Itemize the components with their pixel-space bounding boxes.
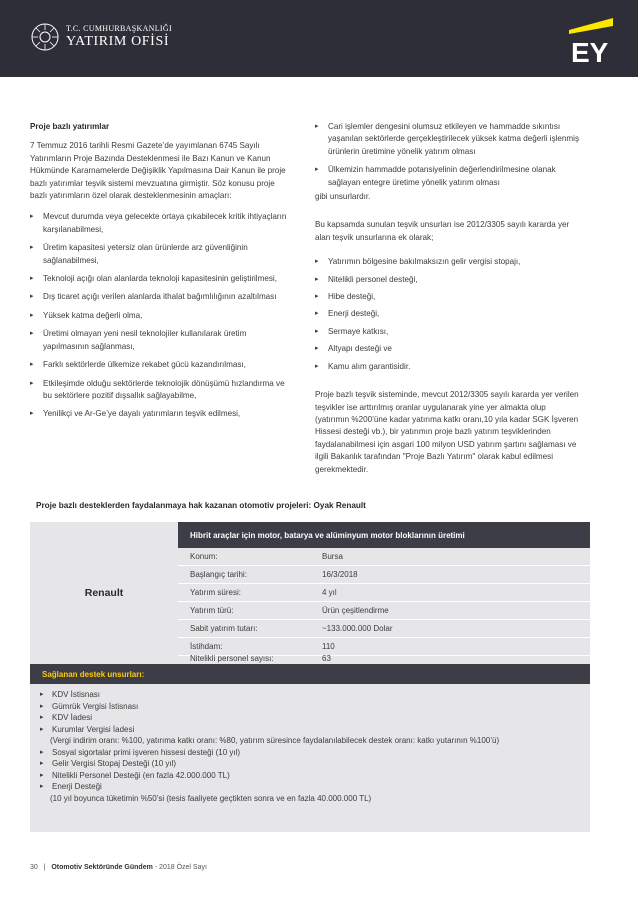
- page-footer: [30, 864, 207, 871]
- incentives-list: [315, 256, 581, 373]
- intro-paragraph: 7 Temmuz 2016 tarihli Resmi Gazete’de yayımlanan 6745 Sayılı Yatırımların Proje Bazında Desteklenmesi ile Bazı Kanun ve Kanun Hükmünde Kararnamelerde Değişiklik Yapılmasına Dair Kanun ile proje bazlı yatırımlar teşvik sistemi mevzuatına girmiştir. Söz konusu proje bazlı yatırımların özel olarak desteklenmesinin amaçları:: [30, 141, 286, 201]
- table-row: [178, 584, 590, 602]
- row-value: ~133.000.000 Dolar: [322, 624, 393, 633]
- row-label: Yatırım süresi:: [190, 588, 241, 597]
- list-item: ▸ Gelir Vergisi Stopaj Desteği (10 yıl): [40, 758, 585, 770]
- list-item: ▸ Kurumlar Vergisi İadesi: [40, 724, 585, 736]
- footer-separator: |: [39, 864, 50, 871]
- row-value: Bursa: [322, 552, 343, 561]
- list-item: ▸ Sosyal sigortalar primi işveren hissesi desteği (10 yıl): [40, 747, 585, 759]
- section-heading: Proje bazlı yatırımlar: [30, 122, 110, 131]
- row-value: 4 yıl: [322, 588, 337, 597]
- svg-text:EY: EY: [571, 37, 609, 68]
- incentives-paragraph: Bu kapsamda sunulan teşvik unsurları ise 2012/3305 sayılı kararda yer alan teşvik unsurlarına ek olarak;: [315, 220, 570, 242]
- list-item: ▸ Ülkemizin hammadde potansiyelinin değerlendirilmesine olanak sağlayan entegre üretime yönelik yatırım olması: [315, 164, 581, 189]
- list-item: ▸ Yatırımın bölgesine bakılmaksızın gelir vergisi stopajı,: [315, 256, 581, 268]
- list-item: ▸ KDV İadesi: [40, 712, 585, 724]
- list-item: ▸ Yüksek katma değerli olma,: [30, 310, 288, 322]
- publication-edition: - 2018 Özel Sayı: [154, 864, 207, 871]
- list-item: ▸ Mevcut durumda veya gelecekte ortaya çıkabilecek kritik ihtiyaçların karşılanabilmesi,: [30, 211, 288, 236]
- presidential-seal-icon: [30, 22, 60, 52]
- support-list: [40, 689, 585, 804]
- list-item: ▸ Nitelikli Personel Desteği (en fazla 42.000.000 TL): [40, 770, 585, 782]
- list-item: ▸ Enerji Desteği: [40, 781, 585, 793]
- table-row: [178, 602, 590, 620]
- row-label: İstihdam:: [190, 642, 223, 651]
- row-value: 63: [322, 653, 331, 663]
- row-label: Başlangıç tarihi:: [190, 570, 247, 579]
- list-item: ▸ Hibe desteği,: [315, 291, 581, 303]
- list-item: ▸ Yenilikçi ve Ar-Ge’ye dayalı yatırımların teşvik edilmesi,: [30, 408, 288, 420]
- list-item: ▸ Sermaye katkısı,: [315, 326, 581, 338]
- brand-cell: Renault: [84, 587, 124, 599]
- row-value: Ürün çeşitlendirme: [322, 606, 389, 615]
- list-item: ▸ Kamu alım garantisidir.: [315, 361, 581, 373]
- row-label: Konum:: [190, 552, 218, 561]
- list-tail: gibi unsurlardır.: [315, 192, 371, 202]
- table-row: [178, 548, 590, 566]
- page-header: [0, 0, 638, 77]
- table-row: [178, 620, 590, 638]
- list-item: ▸ Üretim kapasitesi yetersiz olan ürünlerde arz güvenliğinin sağlanabilmesi,: [30, 242, 288, 267]
- list-item: ▸ Farklı sektörlerde ülkemize rekabet gücü kazandırılması,: [30, 359, 288, 371]
- list-item: ▸ Üretimi olmayan yeni nesil teknolojiler kullanılarak üretim yapılmasının sağlanması,: [30, 328, 288, 353]
- project-title: Hibrit araçlar için motor, batarya ve alüminyum motor bloklarının üretimi: [178, 522, 590, 548]
- row-label: Yatırım türü:: [190, 606, 234, 615]
- row-label: Nitelikli personel sayısı:: [190, 653, 274, 663]
- row-value: 110: [322, 642, 335, 651]
- ey-logo: [563, 12, 619, 68]
- yatirim-ofisi-logo: [30, 22, 172, 52]
- list-item: ▸ Enerji desteği,: [315, 308, 581, 320]
- list-item: ▸ KDV İstisnası: [40, 689, 585, 701]
- aims-list-continued: [315, 121, 581, 189]
- table-row: [178, 566, 590, 584]
- project-system-paragraph: Proje bazlı teşvik sisteminde, mevcut 2012/3305 sayılı kararda yer verilen teşvikler ise arttırılmış oranlar uygulanarak yine yer almakta olup (yatırımın %200’üne kadar yatırıma katkı oranı,10 yıla kadar SGK İşveren Hissesi desteği vb.), bir yatırımın proje bazlı yatırım teşviklerinden faydalanabilmesi için asgari 100 milyon USD yatırım şartını sağlaması ve ilgili Bakanlık tarafından "Proje Bazlı Yatırım" olarak kabul edilmesi gerekmektedir.: [315, 390, 579, 474]
- page-number: 30: [30, 864, 38, 871]
- right-column: [315, 121, 581, 485]
- list-item: ▸ Etkileşimde olduğu sektörlerde teknolojik dönüşümü hızlandırma ve bu sektörlere pozitif dışsallık sağlayabilme,: [30, 378, 288, 403]
- list-item-note: (10 yıl boyunca tüketimin %50’si (tesis faaliyete geçtikten sonra ve en fazla 40.000.000 TL): [50, 793, 372, 803]
- publication-title: Otomotiv Sektöründe Gündem: [51, 864, 153, 871]
- row-value: 16/3/2018: [322, 570, 358, 579]
- support-header: Sağlanan destek unsurları:: [30, 664, 590, 684]
- list-item: ▸ Dış ticaret açığı verilen alanlarda ithalat bağımlılığının azaltılması: [30, 291, 288, 303]
- list-item: ▸ Teknoloji açığı olan alanlarda teknoloji kapasitesinin geliştirilmesi,: [30, 273, 288, 285]
- table-title: Proje bazlı desteklerden faydalanmaya hak kazanan otomotiv projeleri: Oyak Renault: [36, 501, 366, 510]
- list-item: ▸ Altyapı desteği ve: [315, 343, 581, 355]
- list-item-note: (Vergi indirim oranı: %100, yatırıma katkı oranı: %80, yatırım süresince faydalanılabilecek destek oranı: katkı yutarının %100’ü): [50, 736, 500, 745]
- row-label: Sabit yatırım tutarı:: [190, 624, 258, 633]
- aims-list: [30, 211, 288, 420]
- list-item: ▸ Gümrük Vergisi İstisnası: [40, 701, 585, 713]
- logo-subtitle: T.C. CUMHURBAŞKANLIĞI: [66, 24, 172, 33]
- project-table: [30, 522, 590, 832]
- left-column: [30, 121, 288, 427]
- list-item: ▸ Nitelikli personel desteği,: [315, 274, 581, 286]
- list-item: ▸ Cari işlemler dengesini olumsuz etkileyen ve hammadde sıkıntısı yaşanılan sektörlerde gerçekleştirilecek yüksek katma değerli işlenmiş ürünlerin üretimine yönelik yatırım olması: [315, 121, 581, 158]
- logo-title: YATIRIM OFİSİ: [66, 34, 170, 49]
